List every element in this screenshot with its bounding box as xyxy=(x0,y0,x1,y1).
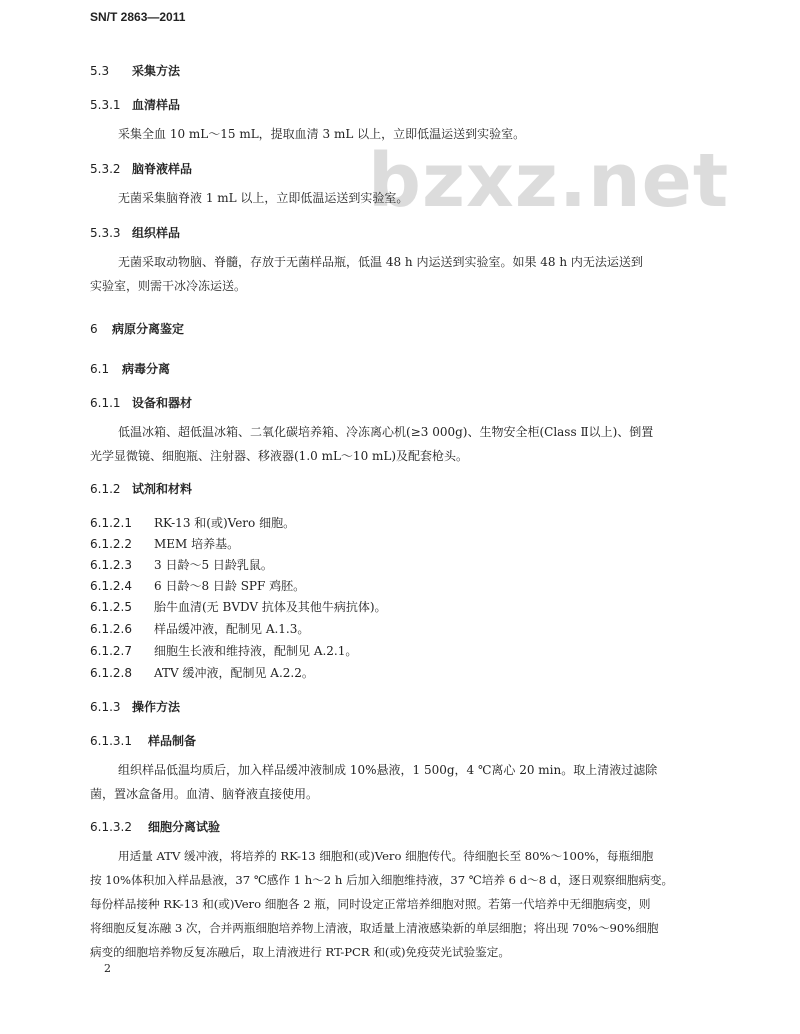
paragraph-line: 低温冰箱、超低温冰箱、二氧化碳培养箱、冷冻离心机(≥3 000g)、生物安全柜(Class Ⅱ以上)、倒置 xyxy=(118,425,654,439)
item-text: RK-13 和(或)Vero 细胞。 xyxy=(154,516,296,530)
list-item xyxy=(90,556,273,573)
list-item xyxy=(90,535,239,552)
item-number: 6.1.2.7 xyxy=(90,644,132,658)
section-number: 6 xyxy=(90,322,98,336)
section-title: 采集方法 xyxy=(132,64,181,78)
section-title: 样品制备 xyxy=(148,734,197,748)
item-text: ATV 缓冲液，配制见 A.2.2。 xyxy=(154,666,314,680)
item-number: 6.1.2.5 xyxy=(90,600,132,614)
list-item xyxy=(90,620,309,637)
section-title: 脑脊液样品 xyxy=(132,162,193,176)
paragraph-sample-prep xyxy=(90,758,720,806)
heading-6-1-3 xyxy=(90,698,180,715)
paragraph-equipment xyxy=(90,420,720,468)
paragraph-line: 每份样品接种 RK-13 和(或)Vero 细胞各 2 瓶，同时设定正常培养细胞对照。若第一代培养中无细胞病变，则 xyxy=(90,897,651,911)
section-title: 设备和器材 xyxy=(132,396,193,410)
section-title: 病毒分离 xyxy=(122,362,171,376)
section-number: 6.1.2 xyxy=(90,482,121,496)
paragraph-line: 实验室，则需干冰冷冻运送。 xyxy=(90,279,247,293)
item-number: 6.1.2.4 xyxy=(90,579,132,593)
item-text: MEM 培养基。 xyxy=(154,537,240,551)
paragraph-line: 组织样品低温均质后，加入样品缓冲液制成 10%悬液，1 500g，4 ℃离心 20 min。取上清液过滤除 xyxy=(118,763,658,777)
section-title: 细胞分离试验 xyxy=(148,820,221,834)
paragraph-cell-isolation xyxy=(90,844,720,964)
item-number: 6.1.2.6 xyxy=(90,622,132,636)
item-number: 6.1.2.2 xyxy=(90,537,132,551)
item-text: 胎牛血清(无 BVDV 抗体及其他牛病抗体)。 xyxy=(154,600,387,614)
paragraph-line: 用适量 ATV 缓冲液，将培养的 RK-13 细胞和(或)Vero 细胞传代。待细胞长至 80%～100%，每瓶细胞 xyxy=(118,849,654,863)
page-number: 2 xyxy=(104,962,111,975)
standard-code-header: SN/T 2863—2011 xyxy=(90,10,186,24)
list-item xyxy=(90,642,357,659)
section-number: 6.1.3.1 xyxy=(90,734,132,748)
paragraph-csf: 无菌采集脑脊液 1 mL 以上，立即低温运送到实验室。 xyxy=(118,191,409,205)
heading-5-3-1 xyxy=(90,96,180,113)
section-title: 组织样品 xyxy=(132,226,181,240)
heading-6-1-3-2 xyxy=(90,818,220,835)
item-text: 细胞生长液和维持液，配制见 A.2.1。 xyxy=(154,644,358,658)
paragraph-line: 按 10%体积加入样品悬液，37 ℃感作 1 h～2 h 后加入细胞维持液，37 ℃培养 6 d～8 d，逐日观察细胞病变。 xyxy=(90,873,674,887)
item-number: 6.1.2.8 xyxy=(90,666,132,680)
paragraph-tissue xyxy=(90,250,720,298)
item-text: 3 日龄～5 日龄乳鼠。 xyxy=(154,558,273,572)
paragraph-serum: 采集全血 10 mL～15 mL，提取血清 3 mL 以上，立即低温运送到实验室。 xyxy=(118,127,526,141)
heading-5-3-3 xyxy=(90,224,180,241)
section-number: 6.1.3 xyxy=(90,700,121,714)
heading-5-3 xyxy=(90,62,180,79)
item-text: 样品缓冲液，配制见 A.1.3。 xyxy=(154,622,310,636)
section-number: 5.3.3 xyxy=(90,226,121,240)
list-item xyxy=(90,598,387,615)
heading-6-1 xyxy=(90,360,170,377)
list-item xyxy=(90,664,314,681)
section-number: 5.3.1 xyxy=(90,98,121,112)
list-item xyxy=(90,577,305,594)
paragraph-line: 将细胞反复冻融 3 次，合并两瓶细胞培养物上清液，取适量上清液感染新的单层细胞；将出现 70%～90%细胞 xyxy=(90,921,659,935)
section-title: 试剂和材料 xyxy=(132,482,193,496)
section-number: 6.1.3.2 xyxy=(90,820,132,834)
item-number: 6.1.2.3 xyxy=(90,558,132,572)
heading-6 xyxy=(90,320,184,337)
paragraph-line: 病变的细胞培养物反复冻融后，取上清液进行 RT-PCR 和(或)免疫荧光试验鉴定。 xyxy=(90,945,510,959)
watermark: bzxz.net xyxy=(368,138,730,224)
paragraph-line: 无菌采取动物脑、脊髓，存放于无菌样品瓶，低温 48 h 内运送到实验室。如果 48 h 内无法运送到 xyxy=(118,255,643,269)
section-number: 5.3.2 xyxy=(90,162,121,176)
heading-6-1-3-1 xyxy=(90,732,196,749)
paragraph-line: 菌，置冰盒备用。血清、脑脊液直接使用。 xyxy=(90,787,319,801)
item-number: 6.1.2.1 xyxy=(90,516,132,530)
section-number: 5.3 xyxy=(90,64,110,78)
item-text: 6 日龄～8 日龄 SPF 鸡胚。 xyxy=(154,579,306,593)
section-number: 6.1.1 xyxy=(90,396,121,410)
heading-5-3-2 xyxy=(90,160,192,177)
heading-6-1-1 xyxy=(90,394,192,411)
heading-6-1-2 xyxy=(90,480,192,497)
section-title: 病原分离鉴定 xyxy=(112,322,185,336)
section-title: 操作方法 xyxy=(132,700,181,714)
section-title: 血清样品 xyxy=(132,98,181,112)
list-item xyxy=(90,514,295,531)
paragraph-line: 光学显微镜、细胞瓶、注射器、移液器(1.0 mL～10 mL)及配套枪头。 xyxy=(90,449,469,463)
section-number: 6.1 xyxy=(90,362,110,376)
